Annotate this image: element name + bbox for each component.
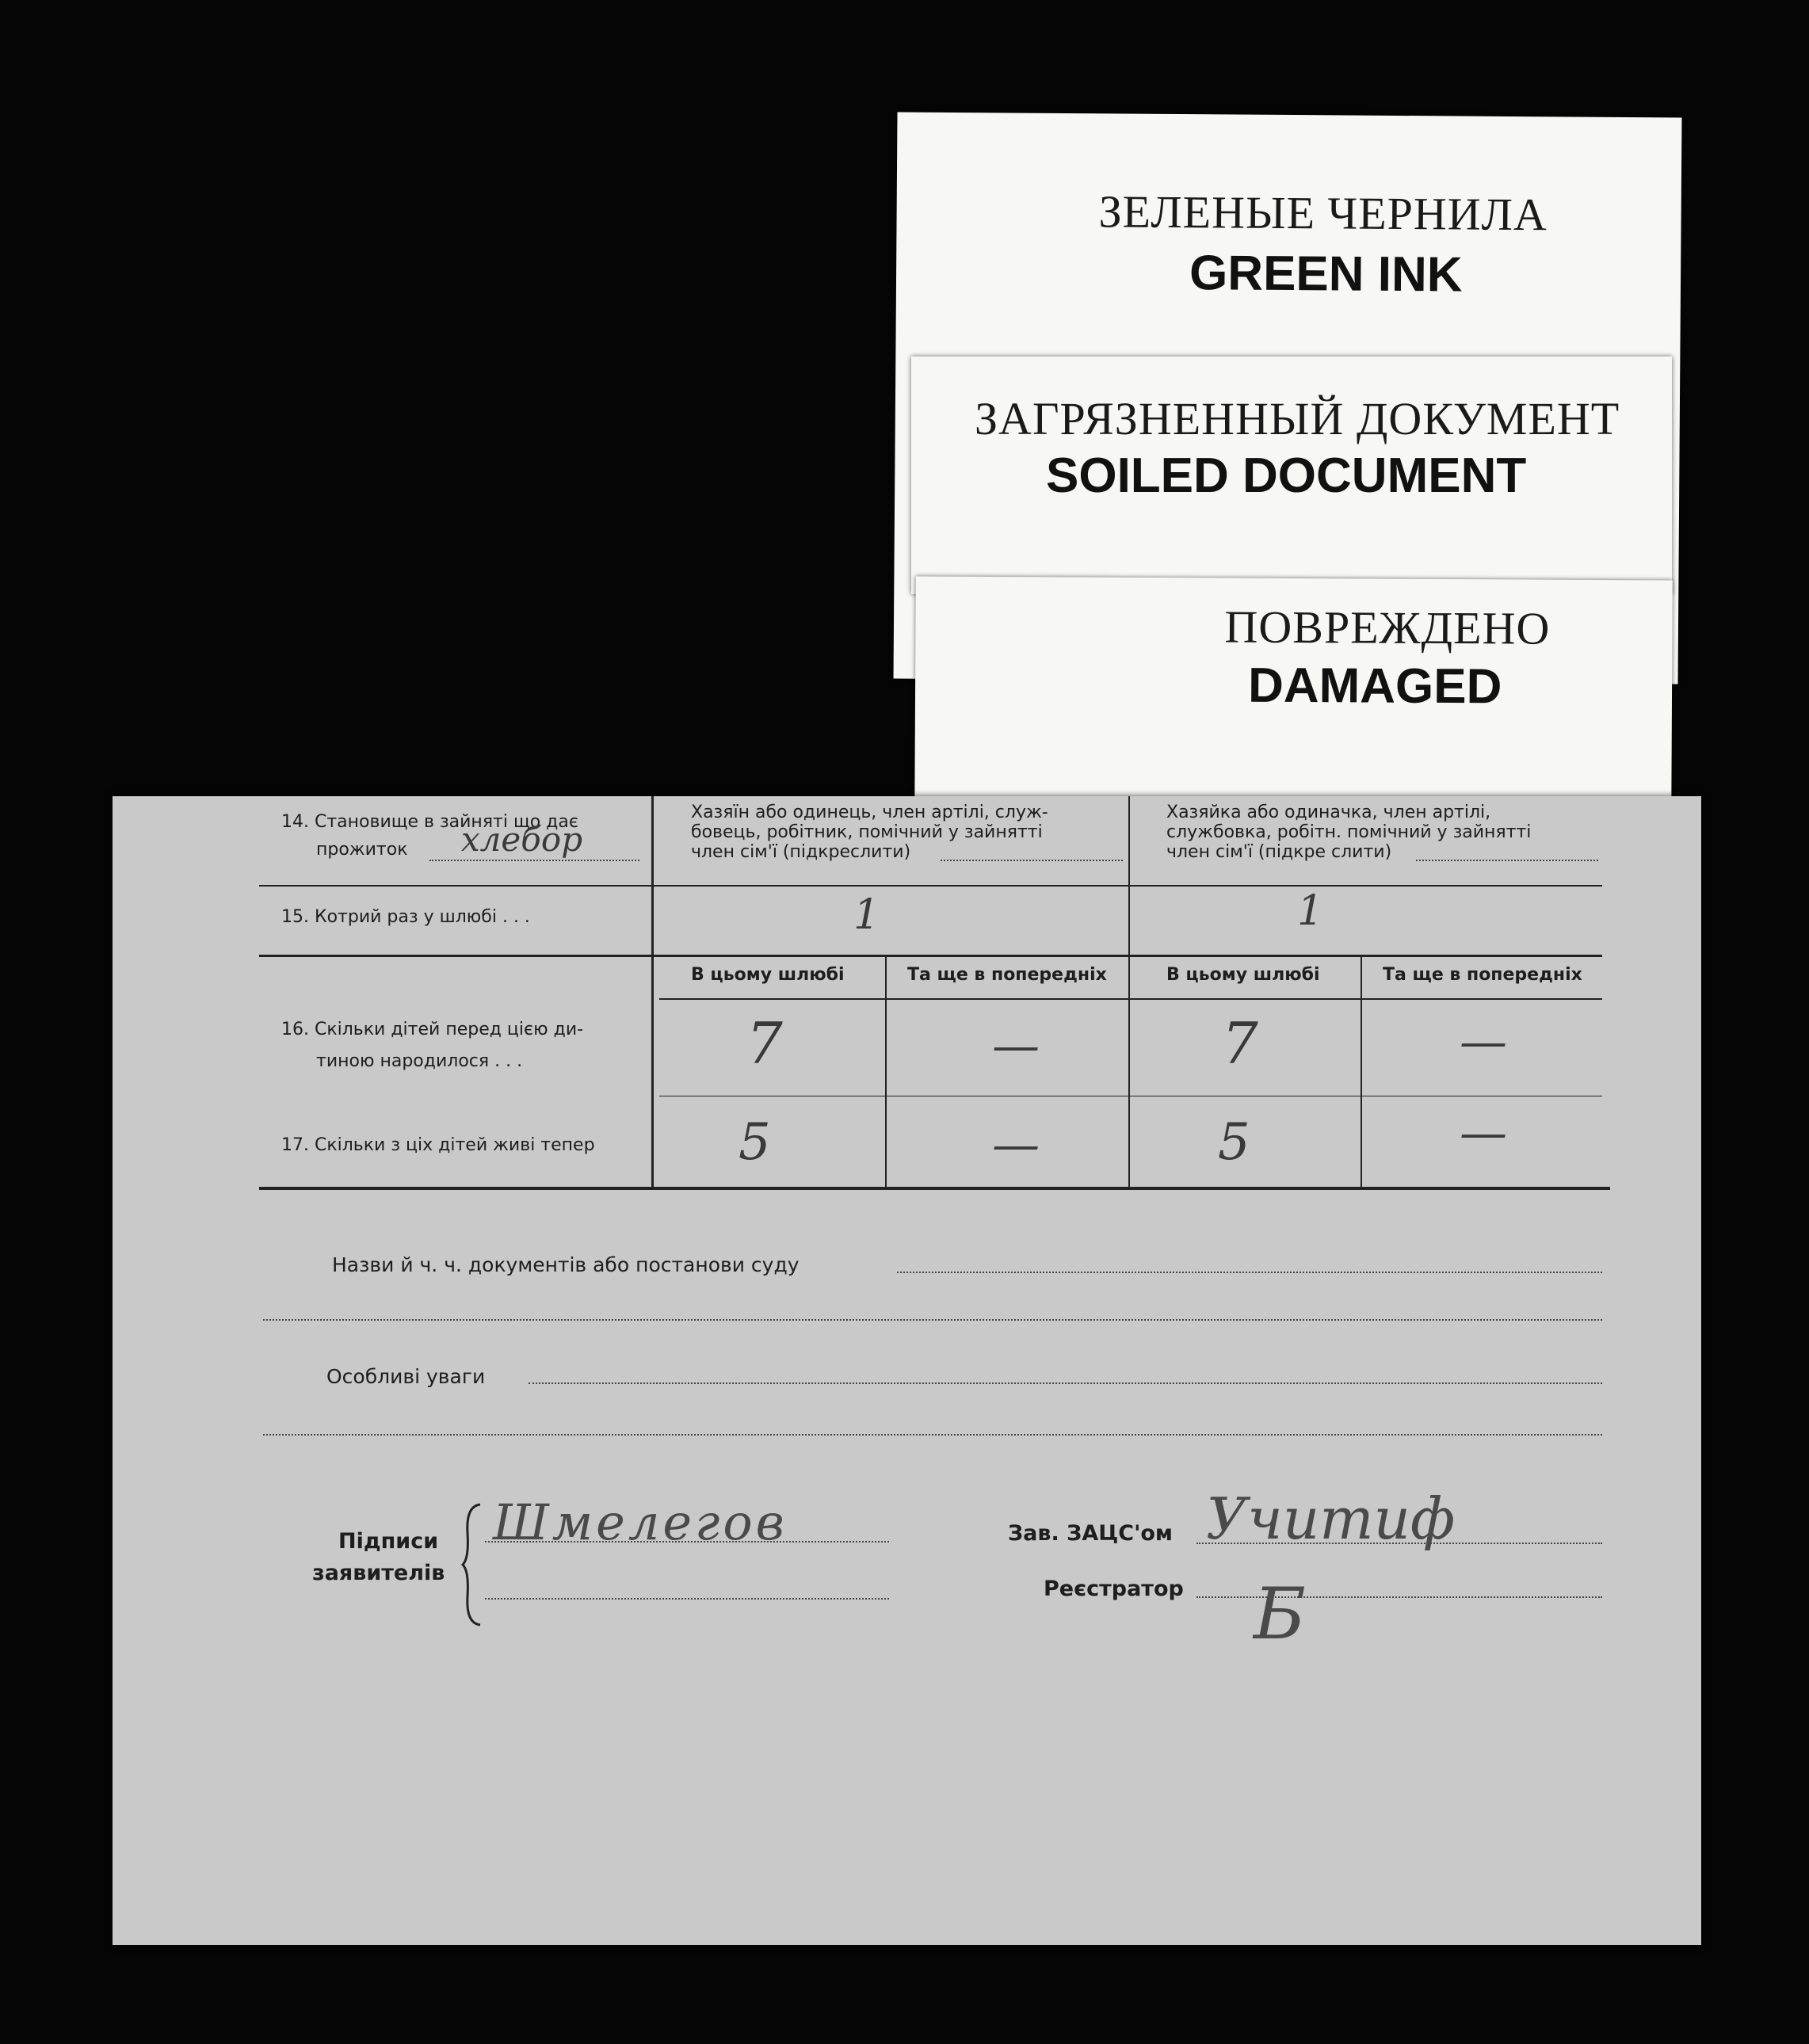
row14-groom-option-line3: член сім'ї (підкреслити) (691, 842, 911, 862)
row17-groom-current-value: 5 (738, 1113, 771, 1172)
row15-groom-value: 1 (853, 891, 880, 939)
damaged-label-en: DAMAGED (1247, 658, 1502, 715)
rule-headers-bottom (659, 998, 1602, 1000)
damaged-label (914, 577, 1673, 818)
documents-label: Назви й ч. ч. документів або постанови суду (332, 1253, 800, 1276)
registrar-label: Реєстратор (1044, 1577, 1184, 1601)
row17-label: 17. Скільки з ціх дітей живі тепер (281, 1135, 595, 1155)
row14-bride-option-line2: службовка, робітн. помічний у зайнятті (1166, 822, 1532, 842)
table-divider-groom-bride (1128, 796, 1130, 1188)
row16-groom-previous-value: — (992, 1018, 1040, 1073)
row14-bride-option-line3: член сім'ї (підкре слити) (1166, 842, 1392, 862)
head-of-registry-signature: Учитиф (1206, 1485, 1456, 1552)
header-bride-previous-marriages: Та ще в попередніх (1383, 965, 1582, 985)
row14-label-line2: прожиток (316, 840, 408, 860)
row14-bride-dots (1416, 860, 1598, 861)
special-notes-dots-2 (263, 1434, 1602, 1436)
documents-dots-2 (263, 1319, 1602, 1321)
applicant-signature-line-2 (485, 1598, 889, 1600)
row14-groom-option-line2: бовець, робітник, помічний у зайнятті (691, 822, 1043, 842)
registration-form-sheet (113, 796, 1701, 1945)
row16-label-line1: 16. Скільки дітей перед цією ди- (281, 1020, 584, 1039)
row14-value-dots (429, 860, 639, 861)
damaged-label-ru: ПОВРЕЖДЕНО (1224, 601, 1551, 654)
row15-label: 15. Котрий раз у шлюбі . . . (281, 907, 530, 927)
row17-bride-current-value: 5 (1218, 1113, 1250, 1172)
header-groom-previous-marriages: Та ще в попередніх (907, 965, 1107, 985)
special-notes-label: Особливі уваги (326, 1365, 486, 1388)
applicant-signature: Шмелегов (493, 1493, 788, 1551)
row14-bride-option-line1: Хазяйка або одиначка, член артілі, (1166, 803, 1491, 822)
rule-table-bottom (259, 1187, 1610, 1190)
table-divider-groom-sub (885, 955, 887, 1188)
row16-groom-current-value: 7 (746, 1010, 783, 1077)
signature-brace (461, 1501, 485, 1628)
row16-bride-previous-value: — (1460, 1014, 1507, 1070)
soiled-document-label-en: SOILED DOCUMENT (1046, 448, 1527, 503)
green-ink-label-ru: ЗЕЛЕНЫЕ ЧЕРНИЛА (1098, 185, 1548, 241)
row17-groom-previous-value: — (992, 1117, 1040, 1173)
special-notes-dots-1 (529, 1382, 1602, 1384)
row14-groom-option-line1: Хазяїн або одинець, член артілі, служ- (691, 803, 1048, 822)
table-divider-bride-sub (1361, 955, 1362, 1188)
row16-bride-current-value: 7 (1222, 1010, 1258, 1077)
soiled-document-label (911, 357, 1672, 594)
registrar-signature: Б (1254, 1573, 1307, 1656)
signatures-label-line2: заявителів (312, 1561, 445, 1585)
rule-row14-bottom (259, 885, 1602, 887)
row14-label-line1: 14. Становище в зайняті що дає (281, 812, 578, 832)
row16-label-line2: тиною народилося . . . (316, 1051, 523, 1071)
soiled-document-label-ru: ЗАГРЯЗНЕННЫЙ ДОКУМЕНТ (975, 393, 1620, 444)
documents-dots-1 (897, 1272, 1602, 1273)
row15-bride-value: 1 (1297, 887, 1324, 935)
head-of-registry-label: Зав. ЗАЦС'ом (1008, 1521, 1173, 1546)
table-divider-label-col (651, 796, 654, 1188)
green-ink-label-en: GREEN INK (1189, 246, 1463, 303)
row14-groom-dots (941, 860, 1123, 861)
header-bride-current-marriage: В цьому шлюбі (1166, 965, 1320, 985)
row14-handwritten-value: хлебор (461, 820, 583, 859)
rule-row15-bottom (259, 955, 1602, 957)
row17-bride-previous-value: — (1460, 1105, 1507, 1161)
header-groom-current-marriage: В цьому шлюбі (691, 965, 845, 985)
signatures-label-line1: Підписи (338, 1529, 439, 1554)
